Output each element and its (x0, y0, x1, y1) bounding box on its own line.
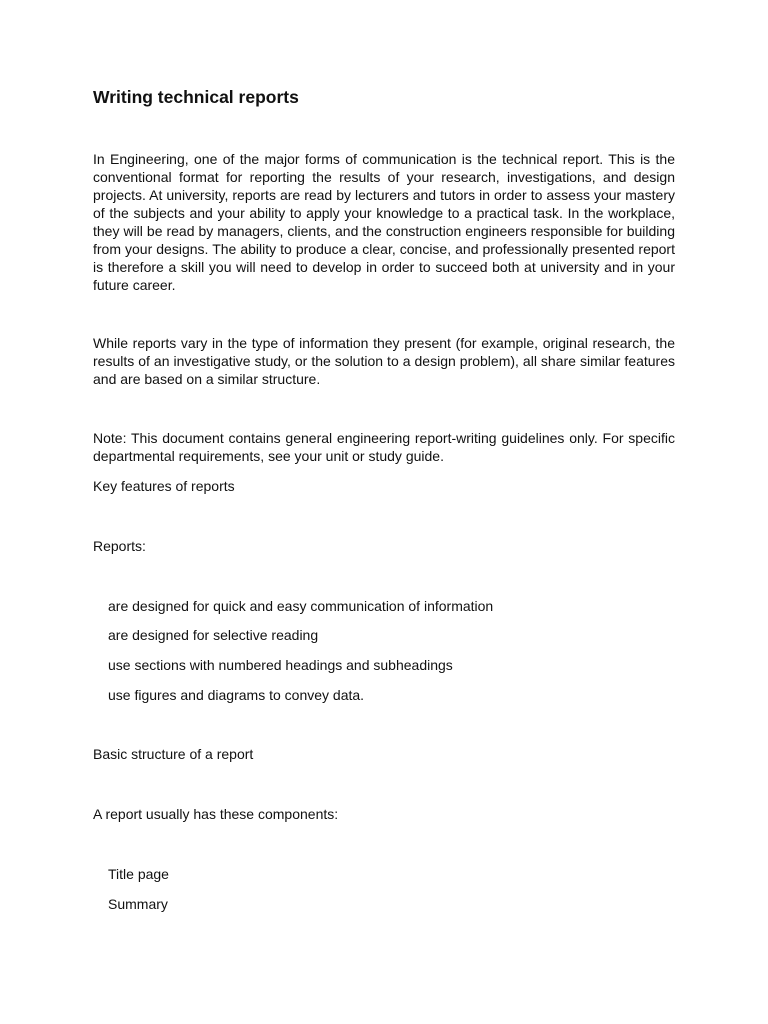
intro-paragraph: In Engineering, one of the major forms of communication is the technical report. This is the conventional format for reporting the results of your research, investigations, and design projects. At university, reports are read by lecturers and tutors in order to assess your mastery of the subjects and your ability to apply your knowledge to a practical task. In the workplace, they will be read by managers, clients, and the construction engineers responsible for building from your designs. The ability to produce a clear, concise, and professionally presented report is therefore a skill you will need to develop in order to succeed both at university and in your future career. (93, 151, 675, 293)
components-intro: A report usually has these components: (93, 806, 339, 822)
structure-heading: Basic structure of a report (93, 746, 254, 762)
report-feature-item: use sections with numbered headings and subheadings (108, 657, 453, 673)
note-paragraph: Note: This document contains general engineering report-writing guidelines only. For specific departmental requirements, see your unit or study guide. (93, 430, 675, 464)
component-item: Title page (108, 866, 169, 882)
component-item: Summary (108, 896, 168, 912)
document-title: Writing technical reports (93, 87, 299, 107)
reports-label: Reports: (93, 538, 146, 554)
reports-vary-paragraph: While reports vary in the type of information they present (for example, original research, the results of an investigative study, or the solution to a design problem), all share similar features and are based on a similar structure. (93, 335, 675, 387)
key-features-heading: Key features of reports (93, 478, 235, 494)
report-feature-item: are designed for quick and easy communication of information (108, 598, 494, 614)
report-feature-item: use figures and diagrams to convey data. (108, 687, 365, 703)
report-feature-item: are designed for selective reading (108, 627, 319, 643)
